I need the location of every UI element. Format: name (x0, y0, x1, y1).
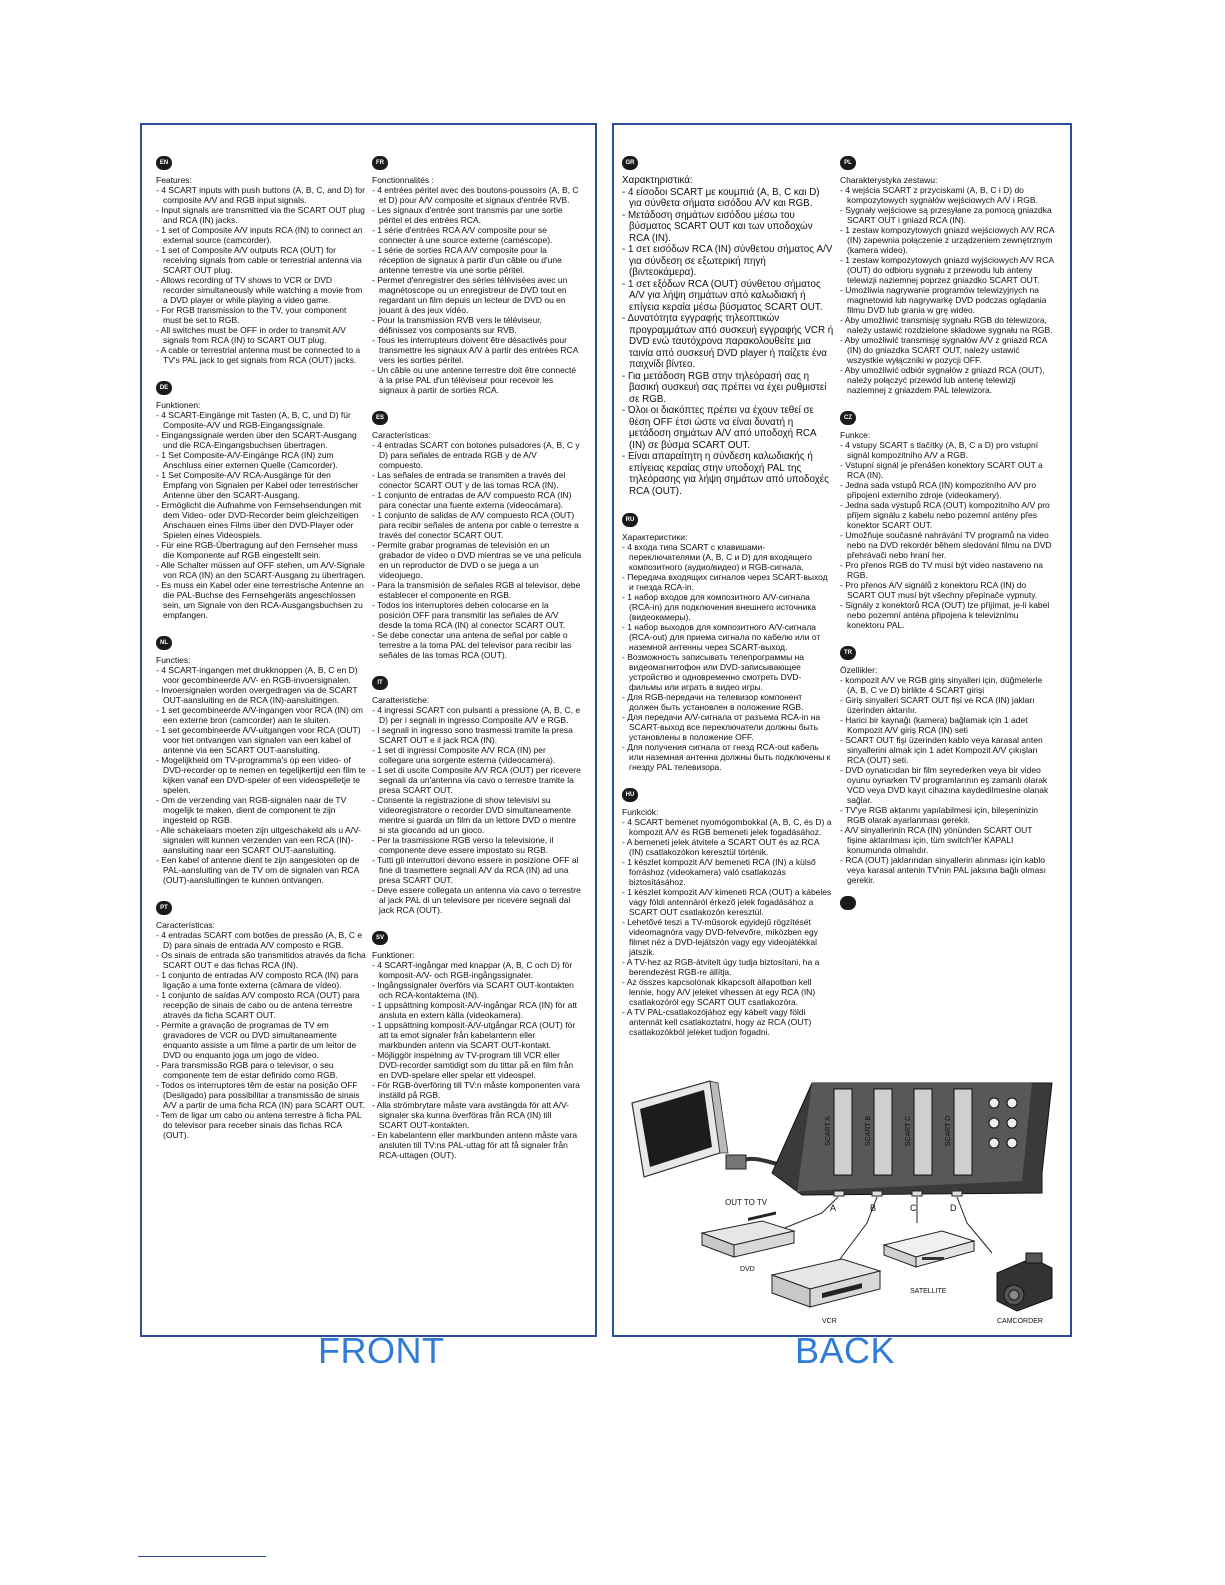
vcr-illustration (772, 1259, 880, 1307)
feature-item: - 1 set di uscite Composite A/V RCA (OUT) per ricevere segnali da un'antenna via cavo o terrestre tramite la presa SCART OUT. (372, 765, 582, 795)
scart-port-label: SCART B (865, 1115, 872, 1147)
feature-item: - Δυνατότητα εγγραφής τηλεοπτικών προγραμμάτων από συσκευή εγγραφής VCR ή DVD ενώ ταυτόχρονα παρακολουθείτε μια ταινία από συσκευή DVD player ή παίζετε ένα παιχνίδι βίντεο. (622, 313, 834, 371)
feature-item: - 1 set di ingressi Composite A/V RCA (IN) per collegare una sorgente esterna (videocamera). (372, 745, 582, 765)
feature-item: - Es muss ein Kabel oder eine terrestrische Antenne an die PAL-Buchse des Fernsehgeräts angeschlossen sein, um Signale von den RCA-Ausgangsbuchsen zu empfangen. (156, 580, 366, 620)
feature-item: - Όλοι οι διακόπτες πρέπει να έχουν τεθεί σε θέση OFF έτσι ώστε να είναι δυνατή η μετάδοση σημάτων A/V από υποδοχή RCA (IN) σε βύσμα SCART OUT. (622, 405, 834, 451)
feature-item: - Aby umożliwić transmisję sygnałów A/V z gniazd RCA (IN) do gniazdka SCART OUT, należy ustawić wszystkie wyłączniki w pozycji OFF. (840, 335, 1054, 365)
feature-item: - Invoersignalen worden overgedragen via de SCART OUT-aansluiting en de RCA (IN)-aansluitingen. (156, 685, 366, 705)
feature-item: - Jedna sada výstupů RCA (OUT) kompozitního A/V pro příjem signálu z kabelu nebo pozemní antény přes konektor SCART OUT. (840, 500, 1054, 530)
feature-item: - 1 set gecombineerde A/V-uitgangen voor RCA (OUT) voor het ontvangen van signalen van een kabel of antenne via een SCART OUT-aansluiting. (156, 725, 366, 755)
language-badge-sv: SV (372, 931, 388, 945)
feature-item: - Umožňuje současné nahrávání TV programů na video nebo na DVD rekordér během sledování filmu na DVD přehrávači nebo hraní her. (840, 530, 1054, 560)
front-label: FRONT (318, 1330, 445, 1371)
feature-item: - Tous les interrupteurs doivent être désactivés pour transmettre les signaux A/V à partir des entrées RCA vers les sorties péritel. (372, 335, 582, 365)
language-badge-en: EN (156, 156, 172, 170)
section-sv (372, 926, 582, 1160)
language-badge-de: DE (156, 381, 172, 395)
back-panel (612, 123, 1072, 1337)
feature-item: - A bemeneti jelek átvitele a SCART OUT és az RCA (IN) csatlakozókon keresztül történik. (622, 837, 834, 857)
section-nl (156, 631, 366, 885)
feature-item: - 1 набор входов для композитного A/V-сигнала (RCA-in) для подключения внешнего источника (видеокамеры). (622, 592, 834, 622)
feature-item: - 1 набор выходов для композитного A/V-сигнала (RCA-out) для приема сигнала по кабелю или от наземной антенны через SCART-выход. (622, 622, 834, 652)
front-panel (140, 123, 597, 1337)
feature-item: - TV'ye RGB aktarımı yapılabilmesi için, bileşeninizin RGB olarak ayarlanması gerekir. (840, 805, 1054, 825)
language-badge-pl: PL (840, 156, 856, 170)
feature-item: - Para la transmisión de señales RGB al televisor, debe establecer el componente en RGB. (372, 580, 582, 600)
feature-item: - RCA (OUT) jaklarından sinyallerin alınması için kablo veya karasal antenin TV'nin PAL jaksına bağlı olması gerekir. (840, 855, 1054, 885)
section-heading-en: Features: (156, 175, 192, 185)
feature-item: - 4 entrées péritel avec des boutons-poussoirs (A, B, C et D) pour A/V composite et signaux d'entrée RVB. (372, 185, 582, 205)
feature-item: - A/V sinyallerinin RCA (IN) yönünden SCART OUT fişine aktarılması için, tüm switch'ler KAPALI konumunda olmalıdır. (840, 825, 1054, 855)
feature-item: - Per la trasmissione RGB verso la televisione, il componente deve essere impostato su RGB. (372, 835, 582, 855)
scart-port-label: SCART A (825, 1116, 832, 1146)
feature-item: - Είναι απαραίτητη η σύνδεση καλωδιακής ή επίγειας κεραίας στην υποδοχή PAL της τηλεόρασης για λήψη σημάτων από υποδοχές RCA (OUT). (622, 451, 834, 497)
back-label: BACK (795, 1330, 896, 1371)
feature-item: - 1 Set Composite-A/V-Eingänge RCA (IN) zum Anschluss einer externen Quelle (Camcorder). (156, 450, 366, 470)
feature-item: - 1 uppsättning komposit-A/V-utgångar RCA (OUT) för att ta emot signaler från kabelantenn eller markbunden antenn via SCART OUT-kontakt. (372, 1020, 582, 1050)
satellite-illustration (884, 1231, 974, 1267)
feature-item: - A cable or terrestrial antenna must be connected to a TV's PAL jack to get signals from RCA (OUT) jacks. (156, 345, 366, 365)
feature-list-cz (840, 440, 1054, 630)
blank-language-badge (840, 896, 856, 910)
feature-item: - Az összes kapcsolónak kikapcsolt állapotban kell lennie, hogy A/V jeleket vihessen át egy RCA (IN) csatlakozóról egy SCART OUT csatlakozóra. (622, 977, 834, 1007)
scart-switch-box (772, 1083, 1052, 1196)
feature-item: - 1 conjunto de salidas de A/V compuesto RCA (OUT) para recibir señales de antena por cable o terrestre a través del conector SCART OUT. (372, 510, 582, 540)
section-fr (372, 151, 582, 395)
feature-item: - Las señales de entrada se transmiten a través del conector SCART OUT y de las tomas RCA (IN). (372, 470, 582, 490)
feature-item: - For RGB transmission to the TV, your component must be set to RGB. (156, 305, 366, 325)
feature-item: - Aby umożliwić transmisję sygnału RGB do telewizora, należy ustawić rozdzielone składowe sygnału na RGB. (840, 315, 1054, 335)
feature-list-sv (372, 960, 582, 1160)
section-pl (840, 151, 1054, 395)
feature-item: - Для RGB-передачи на телевизор компонент должен быть установлен в положение RGB. (622, 692, 834, 712)
feature-list-pt (156, 930, 366, 1140)
feature-item: - 4 wejścia SCART z przyciskami (A, B, C i D) do kompozytowych sygnałów wejściowych A/V i RGB. (840, 185, 1054, 205)
section-heading-gr: Χαρακτηριστικά: (622, 175, 693, 186)
feature-item: - 1 conjunto de entradas A/V composto RCA (IN) para ligação a uma fonte externa (câmara de vídeo). (156, 970, 366, 990)
feature-item: - 1 set of Composite A/V outputs RCA (OUT) for receiving signals from cable or terrestrial antenna via SCART OUT plug. (156, 245, 366, 275)
feature-item: - Om de verzending van RGB-signalen naar de TV mogelijk te maken, dient de component te zijn ingesteld op RGB. (156, 795, 366, 825)
section-heading-de: Funktionen: (156, 400, 201, 410)
vcr-label: VCR (822, 1318, 837, 1325)
feature-list-ru (622, 542, 834, 772)
feature-list-fr (372, 185, 582, 395)
feature-item: - Ermöglicht die Aufnahme von Fernsehsendungen mit dem Video- oder DVD-Recorder beim gleichzeitigen Anschauen eines Films über den DVD-Player oder Spielen eines Videospiels. (156, 500, 366, 540)
feature-item: - Allows recording of TV shows to VCR or DVD recorder simultaneously while watching a movie from a DVD player or while playing a video game. (156, 275, 366, 305)
feature-item: - Giriş sinyalleri SCART OUT fişi ve RCA (IN) jakları üzerinden aktarılır. (840, 695, 1054, 715)
section-tr (840, 641, 1054, 885)
section-gr (622, 151, 834, 497)
feature-item: - 1 série d'entrées RCA A/V composite pour se connecter à une source externe (caméscope). (372, 225, 582, 245)
feature-list-nl (156, 665, 366, 885)
feature-item: - 1 zestaw kompozytowych gniazd wejściowych A/V RCA (IN) zapewnia połączenie z urządzeniem zewnętrznym (kamera wideo). (840, 225, 1054, 255)
feature-item: - 4 SCART inputs with push buttons (A, B, C, and D) for composite A/V and RGB input signals. (156, 185, 366, 205)
feature-item: - I segnali in ingresso sono trasmessi tramite la presa SCART OUT e il jack RCA (IN). (372, 725, 582, 745)
port-letter: C (910, 1203, 917, 1213)
feature-list-pl (840, 185, 1054, 395)
dvd-label: DVD (740, 1266, 755, 1273)
language-badge-cz: CZ (840, 411, 856, 425)
language-badge-ru: RU (622, 513, 638, 527)
section-hu (622, 783, 834, 1037)
feature-item: - DVD oynatıcıdan bir film seyrederken veya bir video oyunu oynarken TV programlarının eş zamanlı olarak VCD veya DVD kayıt cihazına kaydedilmesine olanak sağlar. (840, 765, 1054, 805)
section-heading-nl: Functies: (156, 655, 191, 665)
feature-item: - 1 Set Composite-A/V RCA-Ausgänge für den Empfang von Signalen per Kabel oder terrestrischer Antenne über den SCART-Ausgang. (156, 470, 366, 500)
feature-item: - SCART OUT fişi üzerinden kablo veya karasal anten sinyallerini almak için 1 adet Kompozit A/V çıkışları RCA (OUT) seti. (840, 735, 1054, 765)
section-heading-sv: Funktioner: (372, 950, 415, 960)
feature-item: - Vstupní signál je přenášen konektory SCART OUT a RCA (IN). (840, 460, 1054, 480)
section-en (156, 151, 366, 365)
feature-item: - Todos os interruptores têm de estar na posição OFF (Desligado) para possibilitar a transmissão de sinais A/V a partir de uma ficha RCA (IN) para SCART OUT. (156, 1080, 366, 1110)
feature-item: - Ingångssignaler överförs via SCART OUT-kontakten och RCA-kontakterna (IN). (372, 980, 582, 1000)
feature-item: - 4 входа типа SCART с клавишами-переключателями (A, B, C и D) для входящего композитного (аудио/видео) и RGB-сигнала. (622, 542, 834, 572)
feature-item: - Se debe conectar una antena de señal por cable o terrestre a la toma PAL del televisor para recibir las señales de las tomas RCA (OUT). (372, 630, 582, 660)
feature-item: - Permet d'enregistrer des séries télévisées avec un magnétoscope ou un enregistreur de DVD tout en regardant un film depuis un lecteur de DVD ou en jouant à des jeux vidéo. (372, 275, 582, 315)
feature-item: - Un câble ou une antenne terrestre doit être connecté à la prise PAL d'un téléviseur pour recevoir les signaux à partir de sorties RCA. (372, 365, 582, 395)
language-badge-gr: GR (622, 156, 638, 170)
feature-item: - Tutti gli interruttori devono essere in posizione OFF al fine di trasmettere segnali A/V da RCA (IN) ad una presa SCART OUT. (372, 855, 582, 885)
feature-item: - Alle Schalter müssen auf OFF stehen, um A/V-Signale von RCA (IN) an den SCART-Ausgang zu übertragen. (156, 560, 366, 580)
language-badge-pt: PT (156, 901, 172, 915)
feature-item: - 1 conjunto de saídas A/V composto RCA (OUT) para recepção de sinais de cabo ou de antena terrestre através da ficha SCART OUT. (156, 990, 366, 1020)
front-column-right (372, 151, 582, 1171)
feature-item: - Sygnały wejściowe są przesyłane za pomocą gniazdka SCART OUT i gniazd RCA (IN). (840, 205, 1054, 225)
feature-item: - 1 σετ εξόδων RCA (OUT) σύνθετου σήματος A/V για λήψη σημάτων από καλωδιακή ή επίγεια κεραία μέσω βύσματος SCART OUT. (622, 279, 834, 314)
feature-list-hu (622, 817, 834, 1037)
feature-item: - Pro přenos RGB do TV musí být video nastaveno na RGB. (840, 560, 1054, 580)
back-column-left (622, 151, 834, 1048)
dvd-illustration (702, 1211, 794, 1257)
feature-item: - Todos los interruptores deben colocarse en la posición OFF para transmitir las señales de A/V desde la toma RCA (IN) al conector SCART OUT. (372, 600, 582, 630)
language-badge-hu: HU (622, 788, 638, 802)
section-heading-es: Características: (372, 430, 432, 440)
feature-item: - Signály z konektorů RCA (OUT) lze přijímat, je-li kabel nebo pozemní anténa připojena k televiznímu konektoru PAL. (840, 600, 1054, 630)
feature-item: - 4 είσοδοι SCART με κουμπιά (A, B, C και D) για σύνθετα σήματα εισόδου A/V και RGB. (622, 187, 834, 210)
language-badge-it: IT (372, 676, 388, 690)
language-badge-tr: TR (840, 646, 856, 660)
scart-port-label: SCART C (905, 1115, 912, 1147)
feature-item: - Для передачи A/V-сигнала от разъема RCA-in на SCART-выход все переключатели должны быть установлены в положение OFF. (622, 712, 834, 742)
feature-item: - Pour la transmission RVB vers le téléviseur, définissez vos composants sur RVB. (372, 315, 582, 335)
feature-item: - A TV-hez az RGB-átvitelt úgy tudja biztosítani, ha a berendezést RGB-re állítja. (622, 957, 834, 977)
scart-port-label: SCART D (945, 1115, 952, 1147)
feature-item: - 1 set of Composite A/V inputs RCA (IN) to connect an external source (camcorder). (156, 225, 366, 245)
section-heading-it: Caratteristiche: (372, 695, 430, 705)
feature-item: - 4 SCART-ingangen met drukknoppen (A, B, C en D) voor gecombineerde A/V- en RGB-invoersignalen. (156, 665, 366, 685)
language-badge-nl: NL (156, 636, 172, 650)
port-letter: B (870, 1203, 877, 1213)
feature-item: - Возможность записывать телепрограммы на видеомагнитофон или DVD-записывающее устройство и одновременно смотреть DVD-фильмы или играть в видео игры. (622, 652, 834, 692)
feature-list-it (372, 705, 582, 915)
section-heading-hu: Funkciók: (622, 807, 659, 817)
section-heading-pl: Charakterystyka zestawu: (840, 175, 938, 185)
tv-illustration (632, 1081, 728, 1177)
feature-item: - 4 SCART-ingångar med knappar (A, B, C och D) för komposit-A/V- och RGB-ingångssignaler. (372, 960, 582, 980)
feature-item: - Для получения сигнала от гнезд RCA-out кабель или наземная антенна должны быть подключены к гнезду PAL телевизора. (622, 742, 834, 772)
feature-item: - En kabelantenn eller markbunden antenn måste vara ansluten till TV:ns PAL-uttag för att få signaler från RCA-uttagen (OUT). (372, 1130, 582, 1160)
front-column-left (156, 151, 366, 1151)
feature-item: - Για μετάδοση RGB στην τηλεόρασή σας η βασική συσκευή σας πρέπει να έχει ρυθμιστεί σε RGB. (622, 371, 834, 406)
feature-item: - kompozit A/V ve RGB giriş sinyalleri için, düğmelerle (A, B, C ve D) birlikte 4 SCART girişi (840, 675, 1054, 695)
bottom-rule (138, 1556, 266, 1557)
language-badge-es: ES (372, 411, 388, 425)
camcorder-label: CAMCORDER (997, 1318, 1043, 1325)
feature-item: - Een kabel of antenne dient te zijn aangesloten op de PAL-aansluiting van de TV om de signalen van RCA (OUT)-aansluitingen te kunnen ontvangen. (156, 855, 366, 885)
feature-list-de (156, 410, 366, 620)
section-heading-pt: Características: (156, 920, 216, 930)
feature-item: - 4 ingressi SCART con pulsanti a pressione (A, B, C, e D) per i segnali in ingresso Composite A/V e RGB. (372, 705, 582, 725)
feature-list-en (156, 185, 366, 365)
feature-item: - All switches must be OFF in order to transmit A/V signals from RCA (IN) to SCART OUT plug. (156, 325, 366, 345)
feature-item: - Harici bir kaynağı (kamera) bağlamak için 1 adet Kompozit A/V giriş RCA (IN) seti (840, 715, 1054, 735)
feature-item: - Lehetővé teszi a TV-műsorok egyidejű rögzítését videomagnóra vagy DVD-felvevőre, miközben egy filmet néz a DVD-lejátszón vagy egy videojátékkal játszik. (622, 917, 834, 957)
feature-list-tr (840, 675, 1054, 885)
feature-item: - 4 SCART bemenet nyomógombokkal (A, B, C, és D) a kompozit A/V és RGB bemeneti jelek fogadásához. (622, 817, 834, 837)
out-to-tv-label: OUT TO TV (725, 1198, 768, 1207)
feature-item: - Permite a gravação de programas de TV em gravadores de VCR ou DVD simultaneamente enquanto assiste a um filme a partir de um leitor de DVD ou enquanto joga um jogo de vídeo. (156, 1020, 366, 1060)
scart-plug-icon (726, 1155, 746, 1169)
feature-item: - Μετάδοση σημάτων εισόδου μέσω του βύσματος SCART OUT και των υποδοχών RCA (IN). (622, 210, 834, 245)
feature-item: - 4 entradas SCART con botones pulsadores (A, B, C y D) para señales de entrada RGB y de A/V compuesto. (372, 440, 582, 470)
section-ru (622, 508, 834, 772)
feature-item: - 1 set gecombineerde A/V-ingangen voor RCA (IN) om een externe bron (camcorder) aan te sluiten. (156, 705, 366, 725)
feature-item: - Möjliggör inspelning av TV-program till VCR eller DVD-recorder samtidigt som du tittar på en film från en DVD-spelare eller spelar ett videospel. (372, 1050, 582, 1080)
feature-item: - Consente la registrazione di show televisivi su videoregistratore o recorder DVD simultaneamente mentre si guarda un film da un lettore DVD o mentre si sta giocando ad un gioco. (372, 795, 582, 835)
feature-item: - 1 zestaw kompozytowych gniazd wyjściowych A/V RCA (OUT) do odbioru sygnału z przewodu lub anteny telewizji naziemnej poprzez gniazdko SCART OUT. (840, 255, 1054, 285)
section-pt (156, 896, 366, 1140)
feature-list-gr (622, 187, 834, 498)
feature-item: - Os sinais de entrada são transmitidos através da ficha SCART OUT e das fichas RCA (IN). (156, 950, 366, 970)
section-de (156, 376, 366, 620)
feature-item: - 1 készlet kompozit A/V bemeneti RCA (IN) a külső forráshoz (videokamera) való csatlakozás biztosításához. (622, 857, 834, 887)
feature-item: - 1 conjunto de entradas de A/V compuesto RCA (IN) para conectar una fuente externa (videocámara). (372, 490, 582, 510)
language-badge-fr: FR (372, 156, 388, 170)
feature-list-es (372, 440, 582, 660)
port-letter: D (950, 1203, 957, 1213)
feature-item: - 4 SCART-Eingänge mit Tasten (A, B, C, und D) für Composite-A/V und RGB-Eingangssignale. (156, 410, 366, 430)
satellite-label: SATELLITE (910, 1288, 947, 1295)
feature-item: - Deve essere collegata un antenna via cavo o terrestre al jack PAL di un televisore per ricevere segnali dai jack RCA (OUT). (372, 885, 582, 915)
connection-diagram (622, 1073, 1066, 1333)
section-es (372, 406, 582, 660)
port-letter: A (830, 1203, 837, 1213)
section-heading-cz: Funkce: (840, 430, 871, 440)
feature-item: - Alla strömbrytare måste vara avstängda för att A/V-signaler ska kunna överföras från RCA (IN) till SCART OUT-kontakten. (372, 1100, 582, 1130)
feature-item: - Передача входящих сигналов через SCART-выход и гнезда RCA-in. (622, 572, 834, 592)
feature-item: - 4 entradas SCART com botões de pressão (A, B, C e D) para sinais de entrada A/V composto e RGB. (156, 930, 366, 950)
feature-item: - Eingangssignale werden über den SCART-Ausgang und die RCA-Eingangsbuchsen übertragen. (156, 430, 366, 450)
feature-item: - Tem de ligar um cabo ou antena terrestre à ficha PAL do televisor para receber sinais das fichas RCA (OUT). (156, 1110, 366, 1140)
feature-item: - Umożliwia nagrywanie programów telewizyjnych na magnetowid lub nagrywarkę DVD podczas oglądania filmu DVD lub grania w grę wideo. (840, 285, 1054, 315)
feature-item: - Les signaux d'entrée sont transmis par une sortie péritel et des entrées RCA. (372, 205, 582, 225)
section-blank (840, 896, 1054, 918)
section-it (372, 671, 582, 915)
feature-item: - 1 uppsättning komposit-A/V-ingångar RCA (IN) för att ansluta en extern källa (videokamera). (372, 1000, 582, 1020)
feature-item: - Mogelijkheid om TV-programma's op een video- of DVD-recorder op te nemen en tegelijkertijd een film te kijken vanaf een DVD-speler of een videospelletje te spelen. (156, 755, 366, 795)
feature-item: - 1 série de sorties RCA A/V composite pour la réception de signaux à partir d'un câble ou d'une antenne terrestre via une sortie péritel. (372, 245, 582, 275)
feature-item: - Pro přenos A/V signálů z konektoru RCA (IN) do SCART OUT musí být všechny přepínače vypnuty. (840, 580, 1054, 600)
section-cz (840, 406, 1054, 630)
camcorder-illustration (997, 1253, 1052, 1311)
feature-item: - För RGB-överföring till TV:n måste komponenten vara inställd på RGB. (372, 1080, 582, 1100)
feature-item: - 1 σετ εισόδων RCA (IN) σύνθετου σήματος A/V για σύνδεση σε εξωτερική πηγή (βιντεοκάμερα). (622, 244, 834, 279)
feature-item: - Para transmissão RGB para o televisor, o seu componente tem de estar definido como RGB. (156, 1060, 366, 1080)
feature-item: - 1 készlet kompozit A/V kimeneti RCA (OUT) a kábeles vagy földi antennáról érkező jelek fogadásához a SCART OUT csatlakozón keresztül. (622, 887, 834, 917)
feature-item: - Permite grabar programas de televisión en un grabador de vídeo o DVD mientras se ve una película en un reproductor de DVD o se juega a un videojuego. (372, 540, 582, 580)
feature-item: - Für eine RGB-Übertragung auf den Fernseher muss die Komponente auf RGB eingestellt sein. (156, 540, 366, 560)
feature-item: - Aby umożliwić odbiór sygnałów z gniazd RCA (OUT), należy połączyć przewód lub antenę telewizji naziemnej z gniazdem PAL telewizora. (840, 365, 1054, 395)
section-heading-tr: Özellikler: (840, 665, 878, 675)
feature-item: - Jedna sada vstupů RCA (IN) kompozitního A/V pro připojení externího zdroje (videokamery). (840, 480, 1054, 500)
feature-item: - 4 vstupy SCART s tlačítky (A, B, C a D) pro vstupní signál kompozitního A/V a RGB. (840, 440, 1054, 460)
section-heading-ru: Характеристики: (622, 532, 688, 542)
section-heading-fr: Fonctionnalités : (372, 175, 434, 185)
feature-item: - Alle schakelaars moeten zijn uitgeschakeld als u A/V-signalen wilt kunnen verzenden van een RCA (IN)-aansluiting naar een SCART OUT-aansluiting. (156, 825, 366, 855)
back-column-right (840, 151, 1054, 929)
feature-item: - A TV PAL-csatlakozójához egy kábelt vagy földi antennát kell csatlakoztatni, hogy az RCA (OUT) csatlakozókból jeleket tudjon fogadni. (622, 1007, 834, 1037)
feature-item: - Input signals are transmitted via the SCART OUT plug and RCA (IN) jacks. (156, 205, 366, 225)
